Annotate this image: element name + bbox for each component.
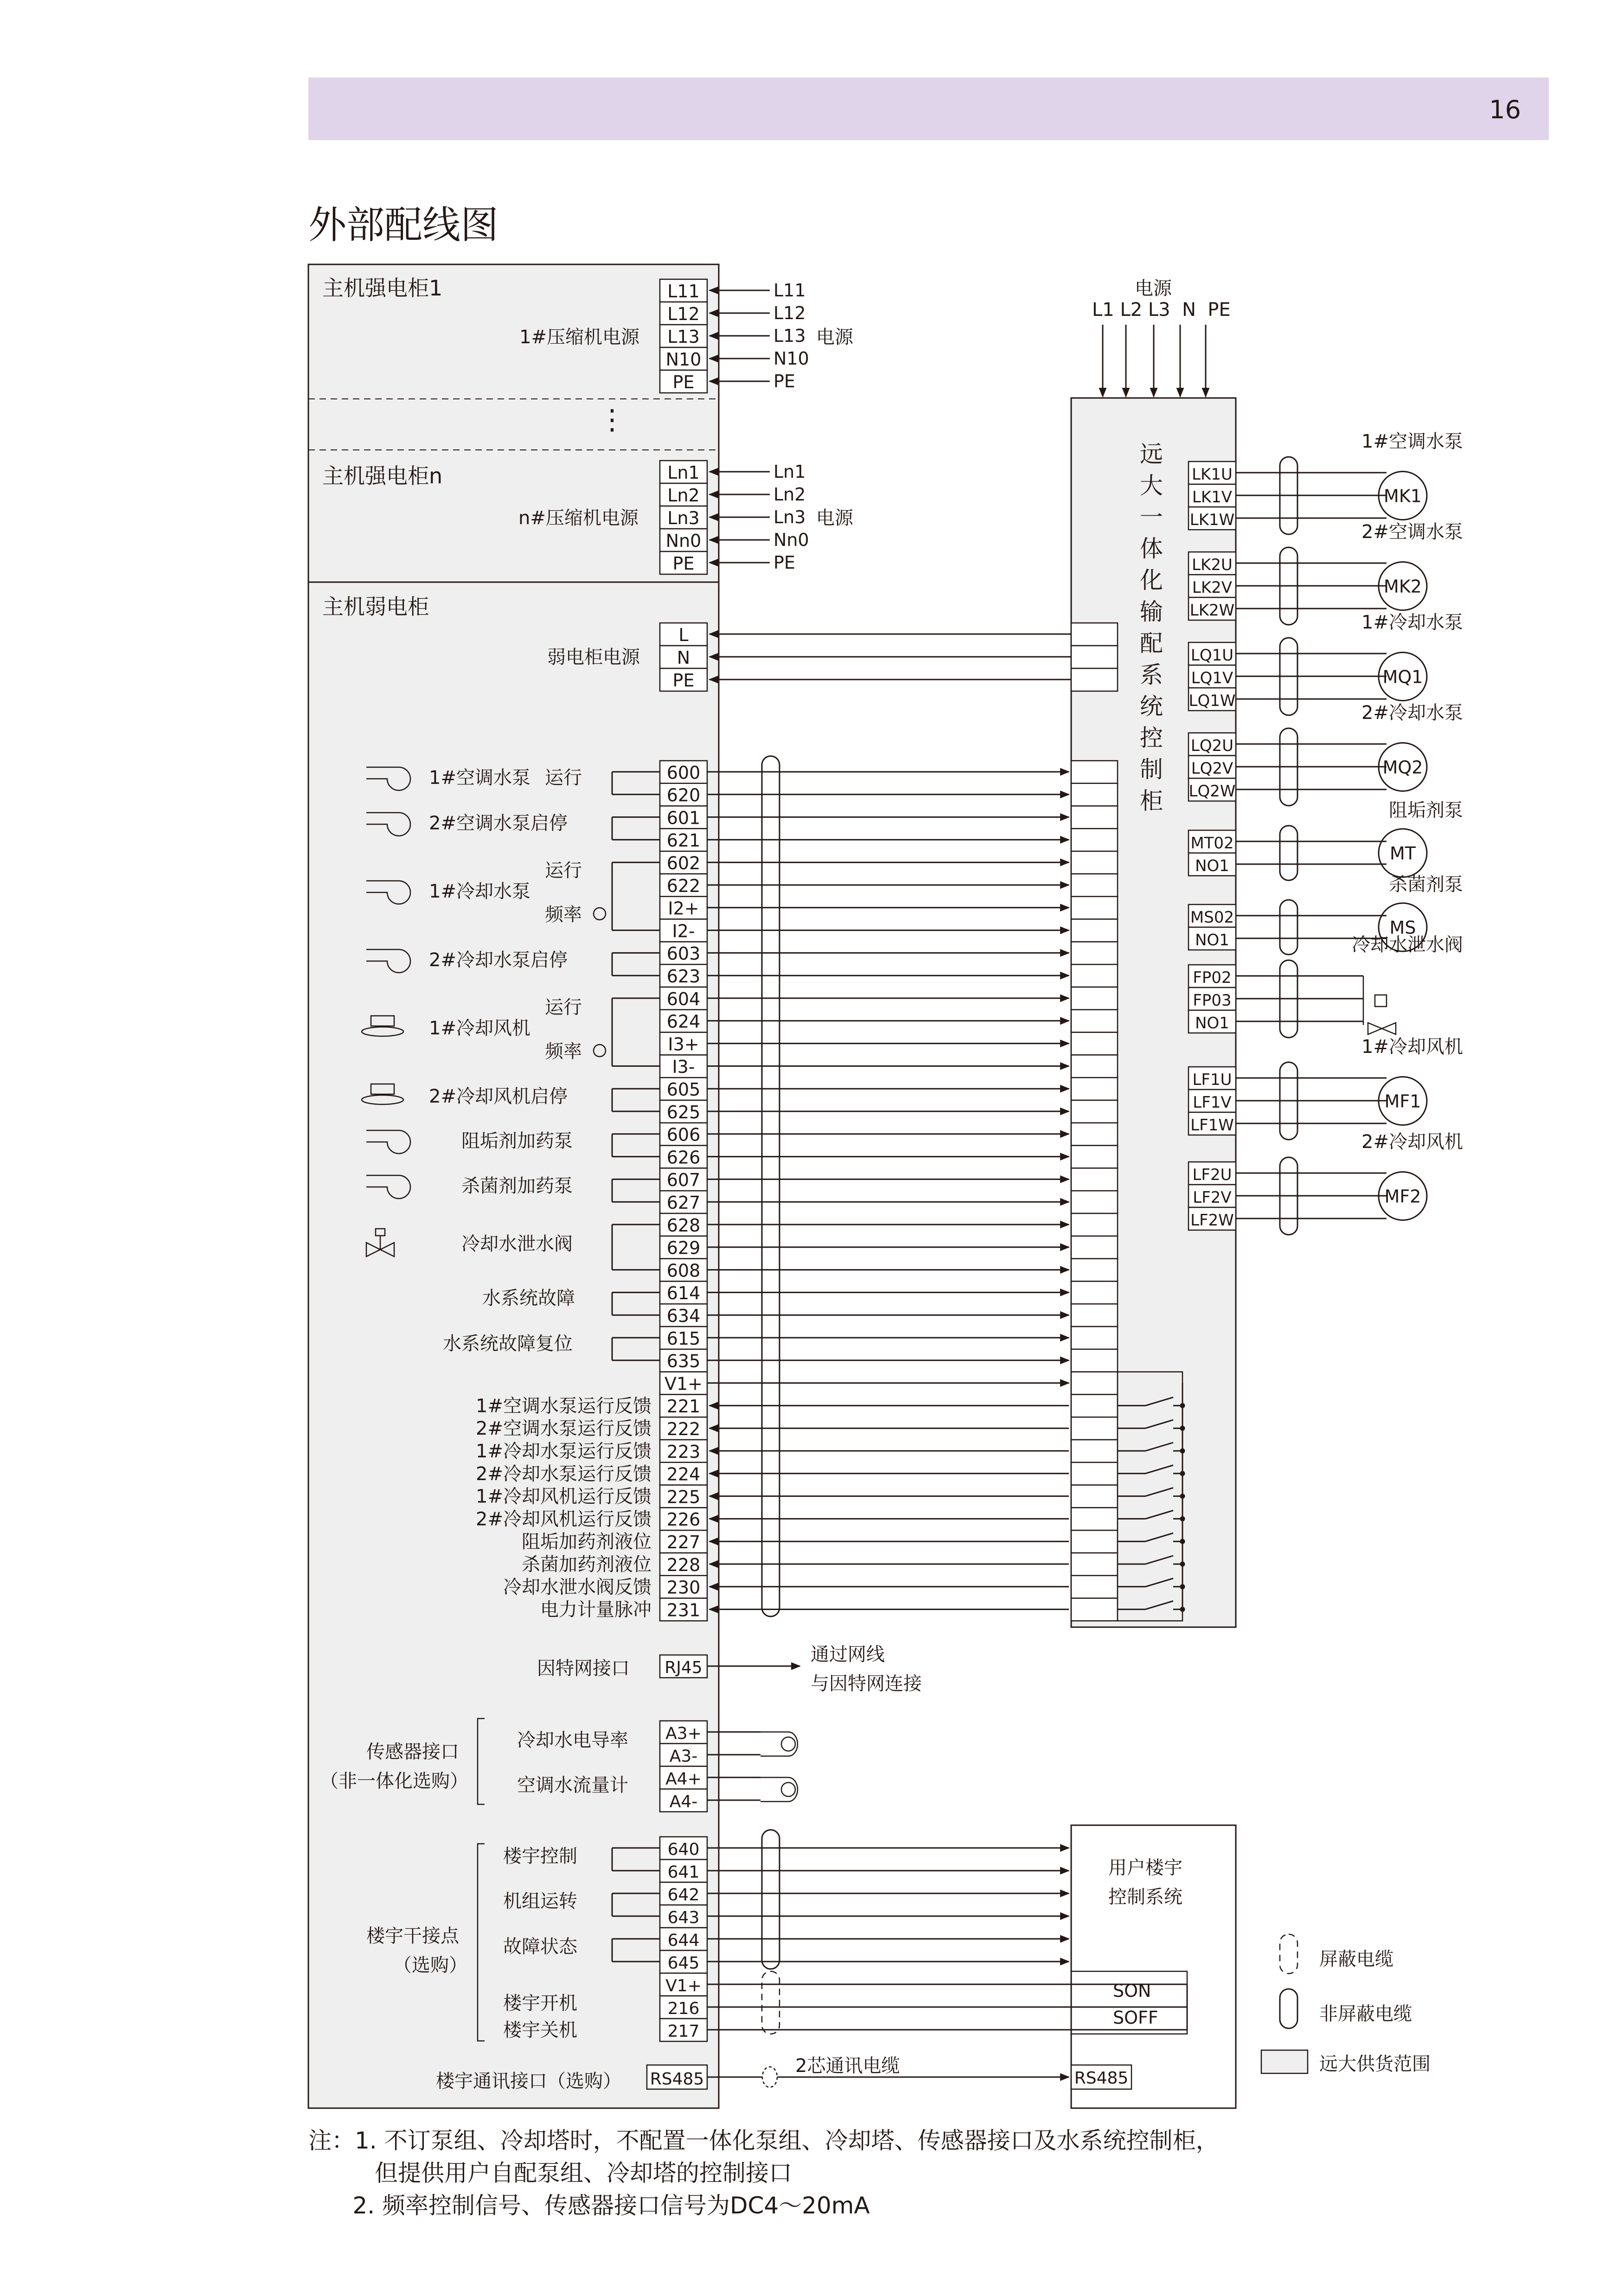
- cabinet-signal-terminal: [1071, 806, 1118, 829]
- cabinet-signal-terminal: [1071, 761, 1118, 783]
- feedback-label: 1#空调水泵运行反馈: [476, 1395, 652, 1417]
- comm-shield-symbol: [762, 2067, 777, 2087]
- cabinet-signal-terminal: [1071, 1576, 1118, 1598]
- signal-terminal-text: 603: [666, 943, 701, 964]
- equipment-terminal-text: LK2U: [1192, 556, 1233, 574]
- signal-group-label: 1#冷却风机: [429, 1018, 530, 1039]
- building-item: 楼宇控制: [503, 1846, 577, 1867]
- building-system1: 用户楼宇: [1108, 1857, 1182, 1879]
- signal-terminal-text: 634: [666, 1306, 701, 1326]
- signal-terminal-text: 615: [666, 1328, 701, 1349]
- signal-terminal-text: 227: [666, 1532, 701, 1552]
- signal-group-sub: 频率: [545, 904, 582, 925]
- building-system2: 控制系统: [1108, 1886, 1182, 1908]
- weak-terminal-text: PE: [672, 670, 695, 691]
- signal-group-label: 杀菌剂加药泵: [461, 1175, 573, 1197]
- motor-label: MS: [1389, 917, 1416, 938]
- comm-terminal-text: RS485: [650, 2070, 704, 2089]
- signal-group-sub: 运行: [545, 860, 582, 881]
- signal-terminal-text: 623: [666, 966, 701, 987]
- cabinet-signal-terminal: [1071, 1281, 1118, 1304]
- equipment-terminal-text: LQ2W: [1188, 782, 1236, 801]
- signal-terminal-text: 624: [666, 1011, 701, 1032]
- feedback-label: 1#冷却风机运行反馈: [476, 1486, 652, 1507]
- feedback-label: 阻垢加药剂液位: [522, 1531, 652, 1553]
- powern-supply: 电源: [816, 507, 853, 529]
- sensor-terminal-text: A4-: [669, 1792, 698, 1811]
- note-line-2: 但提供用户自配泵组、冷却塔的控制接口: [308, 2160, 792, 2187]
- ellipsis: ⋮: [598, 404, 626, 436]
- equipment-name: 2#冷却风机: [1361, 1131, 1463, 1153]
- signal-terminal-text: 231: [666, 1600, 701, 1621]
- equipment-terminal-text: LK2W: [1189, 601, 1235, 620]
- equipment-name: 1#空调水泵: [1361, 431, 1463, 452]
- power1-terminal-text: N10: [665, 349, 702, 370]
- mains-title: 电源: [1135, 278, 1172, 299]
- cabinet-weak-label: 主机弱电柜: [322, 594, 429, 619]
- feedback-node: [1181, 1426, 1184, 1430]
- sensor-label1: 传感器接口: [366, 1741, 459, 1763]
- building-item: 故障状态: [503, 1936, 577, 1957]
- legend-unshielded-symbol: [1280, 1989, 1297, 2028]
- cabinet-signal-terminal: [1071, 987, 1118, 1010]
- feedback-node: [1181, 1562, 1184, 1566]
- signal-terminal-text: 221: [666, 1396, 701, 1417]
- signal-group-label: 水系统故障: [482, 1288, 575, 1309]
- cabinet-signal-terminal: [1071, 1010, 1118, 1033]
- feedback-node: [1181, 1449, 1184, 1453]
- cabinet-signal-terminal: [1071, 1213, 1118, 1236]
- powern-terminal-text: PE: [672, 553, 695, 574]
- cabinet-signal-terminal: [1071, 1485, 1118, 1508]
- building-terminal-text: 645: [667, 1954, 700, 1973]
- note-line-3: 2. 频率控制信号、传感器接口信号为DC4～20mA: [308, 2192, 870, 2219]
- sensor-item: 空调水流量计: [517, 1775, 628, 1796]
- equipment-terminal-text: LQ2V: [1191, 759, 1233, 778]
- motor-label: MQ1: [1382, 667, 1423, 687]
- powern-terminal-text: Ln3: [667, 508, 700, 528]
- sensor-symbol: [781, 1737, 795, 1751]
- equipment-terminal-text: LF2U: [1192, 1166, 1232, 1184]
- power1-right-label: L12: [773, 303, 806, 323]
- feedback-node: [1181, 1608, 1184, 1611]
- ethernet-note1: 通过网线: [811, 1644, 885, 1665]
- equipment-terminal-text: LF1V: [1193, 1093, 1232, 1112]
- weak-terminal-text: N: [677, 648, 690, 668]
- feedback-node: [1181, 1472, 1184, 1475]
- power1-right-label: N10: [773, 348, 809, 369]
- equipment-terminal-text: MS02: [1190, 908, 1234, 927]
- signal-group-label: 2#冷却风机启停: [429, 1086, 568, 1107]
- signal-terminal-text: V1+: [664, 1373, 703, 1394]
- power1-terminal-text: PE: [672, 372, 695, 392]
- cabinet-signal-terminal: [1071, 1123, 1118, 1146]
- cabinet-signal-terminal: [1071, 1440, 1118, 1462]
- equipment-name: 2#空调水泵: [1361, 521, 1463, 543]
- ethernet-note2: 与因特网连接: [811, 1673, 922, 1694]
- signal-terminal-text: 626: [666, 1147, 701, 1168]
- equipment-terminal-text: LF2W: [1190, 1211, 1234, 1230]
- cabinet-signal-terminal: [1071, 964, 1118, 987]
- equipment-terminal-text: NO1: [1195, 931, 1229, 949]
- building-item: 机组运转: [503, 1891, 577, 1912]
- weak-terminal-text: L: [678, 625, 689, 645]
- motor-label: MT: [1390, 843, 1416, 864]
- equipment-terminal-text: LF2V: [1193, 1188, 1232, 1207]
- building-soff: SOFF: [1113, 2007, 1158, 2028]
- building-item: 楼宇开机: [503, 1993, 577, 2014]
- equipment-cable-symbol: [1280, 900, 1297, 955]
- feedback-node: [1181, 1517, 1184, 1520]
- signal-group-label: 1#冷却水泵: [429, 881, 530, 902]
- sensor-item: 冷却水电导率: [517, 1730, 628, 1751]
- equipment-terminal-text: NO1: [1195, 1014, 1229, 1033]
- power1-terminal-text: L12: [667, 304, 700, 324]
- sensor-terminal-text: A3+: [665, 1724, 702, 1743]
- comm-target-label: RS485: [1074, 2069, 1129, 2088]
- signal-terminal-text: 225: [666, 1487, 701, 1507]
- signal-terminal-text: 224: [666, 1464, 701, 1485]
- feedback-node: [1181, 1404, 1184, 1407]
- equipment-terminal-text: LK2V: [1192, 578, 1233, 597]
- equipment-terminal-text: FP02: [1193, 968, 1232, 987]
- power1-terminal-text: L11: [667, 281, 700, 301]
- powern-right-label: Ln3: [773, 507, 806, 527]
- cabinet-signal-terminal: [1071, 919, 1118, 942]
- cabinet-signal-terminal: [1071, 1553, 1118, 1576]
- power1-right-label: L11: [773, 280, 806, 301]
- signal-terminal-text: 601: [666, 808, 701, 828]
- cabinet-signal-terminal: [1071, 1191, 1118, 1213]
- sensor-label2: （非一体化选购）: [320, 1770, 468, 1792]
- motor-label: MF1: [1384, 1091, 1421, 1112]
- equipment-terminal-text: NO1: [1195, 857, 1229, 875]
- equipment-cable-symbol: [1280, 826, 1297, 880]
- cabinet-signal-terminal: [1071, 897, 1118, 919]
- feedback-label: 2#空调水泵运行反馈: [476, 1418, 652, 1440]
- page-title: 外部配线图: [308, 203, 499, 247]
- signal-terminal-text: 605: [666, 1079, 701, 1100]
- equipment-terminal-text: LK1W: [1189, 511, 1235, 529]
- signal-terminal-text: 627: [666, 1193, 701, 1213]
- building-terminal-text: 217: [667, 2022, 700, 2041]
- motor-label: MF2: [1384, 1186, 1421, 1207]
- motor-label: MQ2: [1382, 757, 1423, 778]
- signal-terminal-text: 620: [666, 785, 701, 806]
- signal-group-label: 2#空调水泵启停: [429, 813, 568, 834]
- cabinet-strong1-label: 主机强电柜1: [322, 276, 443, 301]
- note-line-1: 注：1. 不订泵组、冷却塔时，不配置一体化泵组、冷却塔、传感器接口及水系统控制柜，: [308, 2127, 1219, 2154]
- signal-terminal-text: 226: [666, 1509, 701, 1530]
- signal-terminal-text: 228: [666, 1554, 701, 1575]
- signal-terminal-text: 628: [666, 1215, 701, 1236]
- ethernet-label: 因特网接口: [537, 1658, 630, 1679]
- drain-valve-icon: [1363, 976, 1396, 1034]
- legend-scope-symbol: [1261, 2050, 1308, 2073]
- signal-terminal-text: 602: [666, 853, 701, 873]
- powern-terminal-text: Ln1: [667, 462, 700, 483]
- building-label2: （选购）: [393, 1955, 467, 1976]
- cabinet-signal-terminal: [1071, 942, 1118, 964]
- signal-terminal-text: 600: [666, 762, 701, 783]
- equipment-name: 杀菌剂泵: [1389, 874, 1463, 895]
- integrated-cabinet-label: 远大一体化输配系统控制柜: [1140, 441, 1163, 815]
- signal-terminal-text: 625: [666, 1102, 701, 1122]
- cabinet-signal-terminal: [1071, 1100, 1118, 1123]
- powern-right-label: Ln1: [773, 462, 806, 482]
- cabinet-signal-terminal: [1071, 1304, 1118, 1327]
- feedback-node: [1181, 1539, 1184, 1543]
- equipment-name: 阻垢剂泵: [1389, 800, 1463, 821]
- ethernet-terminal-text: RJ45: [665, 1658, 703, 1677]
- equipment-terminal-text: LK1U: [1192, 465, 1233, 484]
- equipment-terminal-text: LQ1W: [1188, 692, 1236, 710]
- powern-right-label: Nn0: [773, 530, 809, 550]
- cabinet-signal-terminal: [1071, 1055, 1118, 1077]
- signal-group-sub: 运行: [545, 767, 582, 789]
- legend-unshielded: 非屏蔽电缆: [1319, 2003, 1412, 2025]
- signal-terminal-text: I2+: [668, 898, 699, 919]
- motor-label: MK2: [1384, 576, 1422, 597]
- building-terminal-text: 643: [667, 1908, 700, 1927]
- legend-shielded: 屏蔽电缆: [1319, 1949, 1393, 1970]
- signal-terminal-text: 622: [666, 875, 701, 896]
- cabinet-signal-terminal: [1071, 1259, 1118, 1282]
- cabinet-signal-terminal: [1071, 1236, 1118, 1259]
- building-terminal-text: V1+: [665, 1976, 702, 1995]
- signal-terminal-text: I3-: [672, 1057, 695, 1077]
- mains-lines: L1 L2 L3 N PE: [1092, 299, 1231, 321]
- feedback-label: 2#冷却水泵运行反馈: [476, 1463, 652, 1485]
- building-cable-symbol: [762, 1830, 780, 1969]
- cabinet-signal-terminal: [1071, 1349, 1118, 1372]
- sensor-symbol: [781, 1783, 795, 1796]
- building-terminal-text: 640: [667, 1840, 700, 1859]
- signal-terminal-text: 604: [666, 988, 701, 1009]
- power1-terminal-text: L13: [667, 327, 700, 347]
- powern-right-label: Ln2: [773, 484, 806, 505]
- equipment-name: 1#冷却水泵: [1361, 612, 1463, 633]
- feedback-label: 杀菌加药剂液位: [522, 1554, 652, 1575]
- motor-label: MK1: [1384, 486, 1422, 507]
- signal-group-label: 2#冷却水泵启停: [429, 949, 568, 971]
- cabinet-signal-terminal: [1071, 783, 1118, 806]
- weak-power-label: 弱电柜电源: [547, 647, 640, 668]
- building-terminal-text: 641: [667, 1863, 700, 1882]
- legend-shielded-symbol: [1280, 1934, 1297, 1974]
- signal-terminal-text: 608: [666, 1260, 701, 1281]
- equipment-terminal-text: LQ1V: [1191, 669, 1233, 687]
- building-terminal-text: 644: [667, 1931, 700, 1950]
- comm-cable: 2芯通讯电缆: [795, 2055, 900, 2077]
- feedback-node: [1181, 1494, 1184, 1498]
- signal-terminal-text: 222: [666, 1419, 701, 1439]
- cabinet-strongn-label: 主机强电柜n: [322, 463, 443, 488]
- feedback-label: 2#冷却风机运行反馈: [476, 1508, 652, 1530]
- comm-label: 楼宇通讯接口（选购）: [436, 2071, 621, 2092]
- cabinet-signal-terminal: [1071, 1507, 1118, 1530]
- signal-group-label: 冷却水泄水阀: [461, 1233, 573, 1255]
- cabinet-signal-terminal: [1071, 1394, 1118, 1417]
- cabinet-signal-terminal: [1071, 1417, 1118, 1440]
- equipment-terminal-text: MT02: [1190, 834, 1234, 853]
- equipment-name: 冷却水泄水阀: [1352, 934, 1463, 956]
- building-label1: 楼宇干接点: [366, 1925, 459, 1947]
- signal-terminal-text: 629: [666, 1238, 701, 1258]
- feedback-label: 1#冷却水泵运行反馈: [476, 1441, 652, 1462]
- signal-terminal-text: I2-: [672, 921, 695, 942]
- cabinet-signal-terminal: [1071, 1077, 1118, 1100]
- equipment-terminal-text: LQ2U: [1190, 737, 1234, 755]
- signal-group-sub: 运行: [545, 997, 582, 1018]
- sensor-terminal-text: A4+: [665, 1770, 702, 1789]
- cabinet-signal-terminal: [1071, 1168, 1118, 1191]
- equipment-name: 2#冷却水泵: [1361, 702, 1463, 724]
- signal-group-label: 阻垢剂加药泵: [461, 1130, 573, 1152]
- cabinet-signal-terminal: [1071, 1598, 1118, 1621]
- signal-terminal-text: 223: [666, 1441, 701, 1462]
- powern-right-label: PE: [773, 552, 795, 573]
- signal-group-sub: 频率: [545, 1041, 582, 1062]
- signal-terminal-text: 621: [666, 830, 701, 851]
- equipment-terminal-text: LF1W: [1190, 1116, 1234, 1135]
- cabinet-signal-terminal: [1071, 828, 1118, 851]
- signal-group-label: 1#空调水泵: [429, 767, 530, 789]
- feedback-node: [1181, 1585, 1184, 1589]
- signal-terminal-text: 614: [666, 1283, 701, 1304]
- powern-terminal-text: Nn0: [665, 531, 702, 551]
- signal-terminal-text: 606: [666, 1124, 701, 1145]
- building-terminal-text: 642: [667, 1886, 700, 1905]
- building-item: 楼宇关机: [503, 2020, 577, 2041]
- signal-terminal-text: 635: [666, 1351, 701, 1372]
- building-shielded-symbol: [762, 1971, 780, 2034]
- feedback-label: 冷却水泄水阀反馈: [503, 1576, 652, 1598]
- page-number: 16: [1489, 95, 1521, 124]
- powern-terminal-text: Ln2: [667, 485, 700, 506]
- building-son: SON: [1113, 1981, 1151, 2001]
- power1-right-label: L13: [773, 326, 806, 346]
- signal-group-label: 水系统故障复位: [443, 1333, 573, 1354]
- cabinet-signal-terminal: [1071, 1462, 1118, 1485]
- cabinet-signal-terminal: [1071, 851, 1118, 874]
- legend-scope: 远大供货范围: [1319, 2053, 1431, 2075]
- powern-label: n#压缩机电源: [518, 507, 639, 529]
- cabinet-signal-terminal: [1071, 1530, 1118, 1553]
- cabinet-signal-terminal: [1071, 1146, 1118, 1168]
- signal-terminal-text: I3+: [668, 1034, 699, 1055]
- cabinet-weak-terminal: [1071, 646, 1118, 668]
- equipment-name: 1#冷却风机: [1361, 1036, 1463, 1058]
- power1-right-label: PE: [773, 371, 795, 391]
- equipment-terminal-text: LQ1U: [1190, 646, 1234, 665]
- cabinet-signal-terminal: [1071, 1033, 1118, 1055]
- signal-terminal-text: 607: [666, 1170, 701, 1191]
- power1-supply: 电源: [816, 327, 853, 348]
- sensor-terminal-text: A3-: [669, 1747, 698, 1766]
- cabinet-signal-terminal: [1071, 1327, 1118, 1349]
- cabinet-signal-terminal: [1071, 874, 1118, 897]
- equipment-terminal-text: FP03: [1193, 991, 1232, 1010]
- notes: [308, 2124, 1219, 2222]
- cabinet-signal-terminal: [1071, 1372, 1118, 1395]
- cabinet-weak-terminal: [1071, 623, 1118, 646]
- signal-terminal-text: 230: [666, 1577, 701, 1598]
- power1-label: 1#压缩机电源: [519, 327, 639, 348]
- equipment-terminal-text: LF1U: [1192, 1071, 1232, 1089]
- cabinet-weak-terminal: [1071, 668, 1118, 691]
- feedback-label: 电力计量脉冲: [540, 1599, 652, 1621]
- building-terminal-text: 216: [667, 1999, 700, 2018]
- equipment-terminal-text: LK1V: [1192, 488, 1233, 507]
